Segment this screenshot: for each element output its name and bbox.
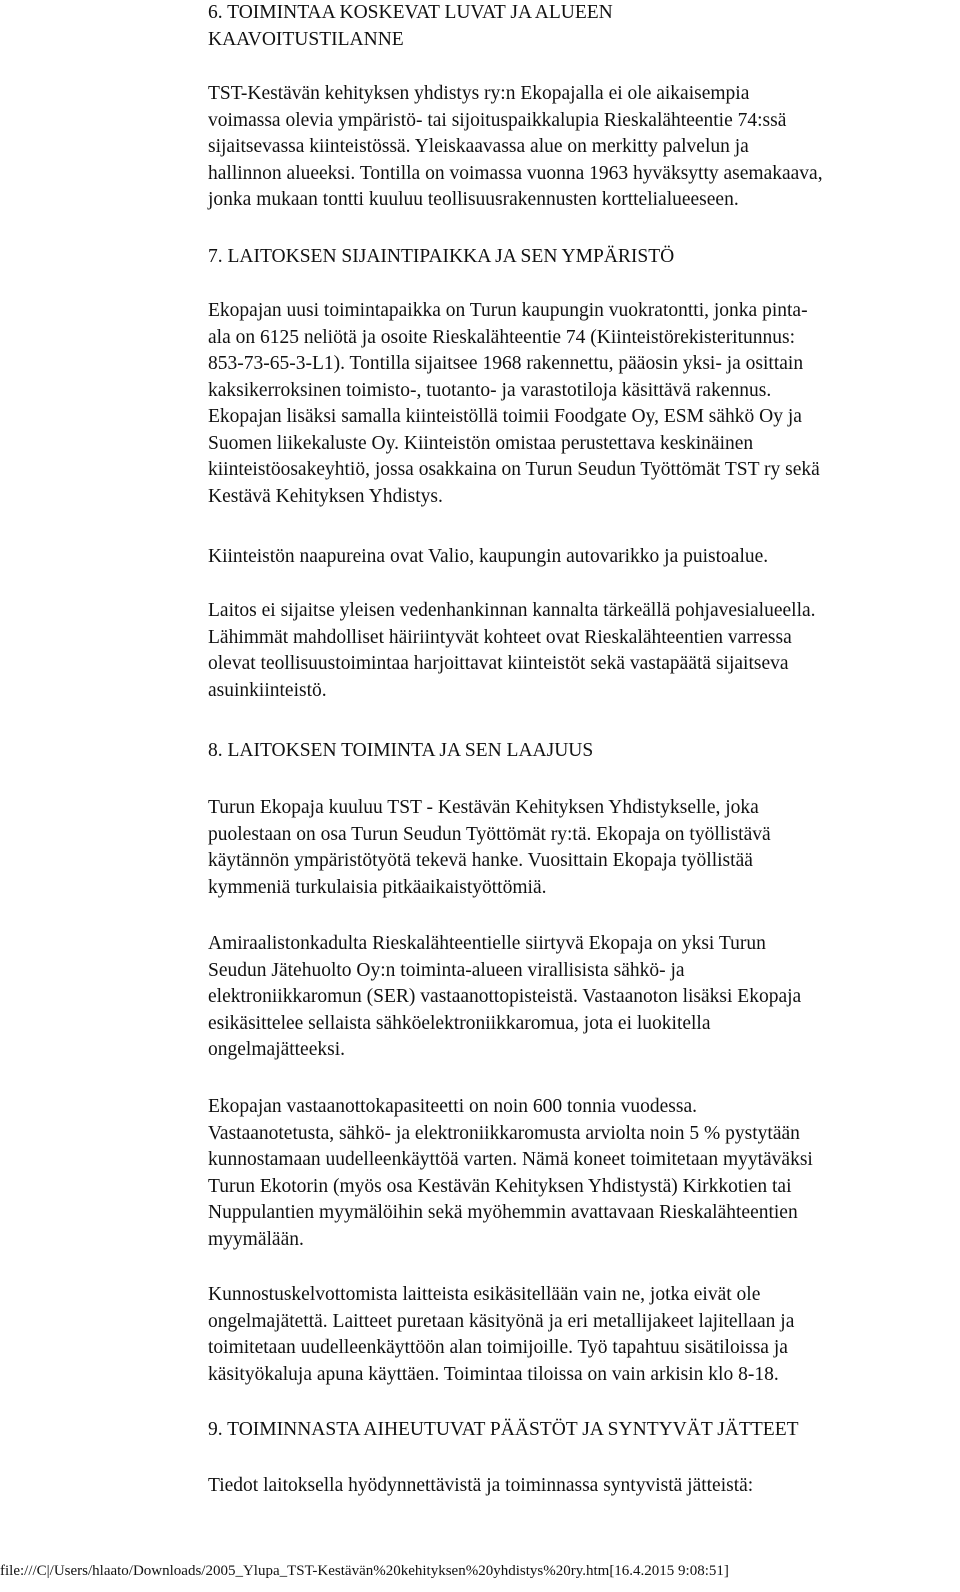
section-8-heading: 8. LAITOKSEN TOIMINTA JA SEN LAAJUUS <box>208 740 594 761</box>
section-7-paragraph-3: Laitos ei sijaitse yleisen vedenhankinnan kannalta tärkeällä pohjavesialueella. Lähimmät mahdolliset häiriintyvät kohteet ovat Rieskalähteentien varressa olevat teollisuustoimintaa harjoittavat kiinteistöt sekä vastapäätä sijaitseva asuinkiinteistö. <box>208 600 816 701</box>
section-7-heading: 7. LAITOKSEN SIJAINTIPAIKKA JA SEN YMPÄRISTÖ <box>208 246 675 267</box>
section-7-paragraph-1: Ekopajan uusi toimintapaikka on Turun kaupungin vuokratontti, jonka pinta- ala on 6125 neliötä ja osoite Rieskalähteentie 74 (Kiinteistörekisteritunnus: 853-73-65-3-L1). Tontilla sijaitsee 1968 rakennettu, pääosin yksi- ja osittain kaksikerroksinen toimisto-, tuotanto- ja varastotiloja käsittävä rakennus. Ekopajan lisäksi samalla kiinteistöllä toimii Foodgate Oy, ESM sähkö Oy ja Suomen liikekaluste Oy. Kiinteistön omistaa perustettava keskinäinen kiinteistöosakeyhtiö, jossa osakkaina on Turun Seudun Työttömät TST ry sekä Kestävä Kehityksen Yhdistys. <box>208 300 820 507</box>
section-8-paragraph-4: Kunnostuskelvottomista laitteista esikäsitellään vain ne, jotka eivät ole ongelmajätettä. Laitteet puretaan käsityönä ja eri metallijakeet lajitellaan ja toimitetaan uudelleenkäyttöön alan toimijoille. Työ tapahtuu sisätiloissa ja käsityökaluja apuna käyttäen. Toimintaa tiloissa on vain arkisin klo 8-18. <box>208 1284 795 1385</box>
section-6-heading: 6. TOIMINTAA KOSKEVAT LUVAT JA ALUEEN KAAVOITUSTILANNE <box>208 2 613 50</box>
section-6-paragraph-1: TST-Kestävän kehityksen yhdistys ry:n Ekopajalla ei ole aikaisempia voimassa olevia ympäristö- tai sijoituspaikkalupia Rieskalähteentie 74:ssä sijaitsevassa kiinteistössä. Yleiskaavassa alue on merkitty palvelun ja hallinnon alueeksi. Tontilla on voimassa vuonna 1963 hyväksytty asemakaava, jonka mukaan tontti kuuluu teollisuusrakennusten korttelialueeseen. <box>208 83 823 210</box>
file-path-footer: file:///C|/Users/hlaato/Downloads/2005_Ylupa_TST-Kestävän%20kehityksen%20yhdistys%20ry.htm[16.4.2015 9:08:51] <box>0 1563 729 1579</box>
section-9-paragraph-1: Tiedot laitoksella hyödynnettävistä ja toiminnassa syntyvistä jätteistä: <box>208 1475 754 1496</box>
section-8-paragraph-3: Ekopajan vastaanottokapasiteetti on noin 600 tonnia vuodessa. Vastaanotetusta, sähkö- ja elektroniikkaromusta arviolta noin 5 % pystytään kunnostamaan uudelleenkäyttöä varten. Nämä koneet toimitetaan myytäväksi Turun Ekotorin (myös osa Kestävän Kehityksen Yhdistystä) Kirkkotien tai Nuppulantien myymälöihin sekä myöhemmin avattavaan Rieskalähteentien myymälään. <box>208 1096 813 1250</box>
section-8-paragraph-1: Turun Ekopaja kuuluu TST - Kestävän Kehityksen Yhdistykselle, joka puolestaan on osa Turun Seudun Työttömät ry:tä. Ekopaja on työllistävä käytännön ympäristötyötä tekevä hanke. Vuosittain Ekopaja työllistää kymmeniä turkulaisia pitkäaikaistyöttömiä. <box>208 797 771 898</box>
section-8-paragraph-2: Amiraalistonkadulta Rieskalähteentielle siirtyvä Ekopaja on yksi Turun Seudun Jätehuolto Oy:n toiminta-alueen virallisista sähkö- ja elektroniikkaromun (SER) vastaanottopisteistä. Vastaanoton lisäksi Ekopaja esikäsittelee sellaista sähköelektroniikkaromua, jota ei luokitella ongelmajätteeksi. <box>208 933 802 1060</box>
section-7-paragraph-2: Kiinteistön naapureina ovat Valio, kaupungin autovarikko ja puistoalue. <box>208 546 769 567</box>
section-9-heading: 9. TOIMINNASTA AIHEUTUVAT PÄÄSTÖT JA SYNTYVÄT JÄTTEET <box>208 1419 799 1440</box>
